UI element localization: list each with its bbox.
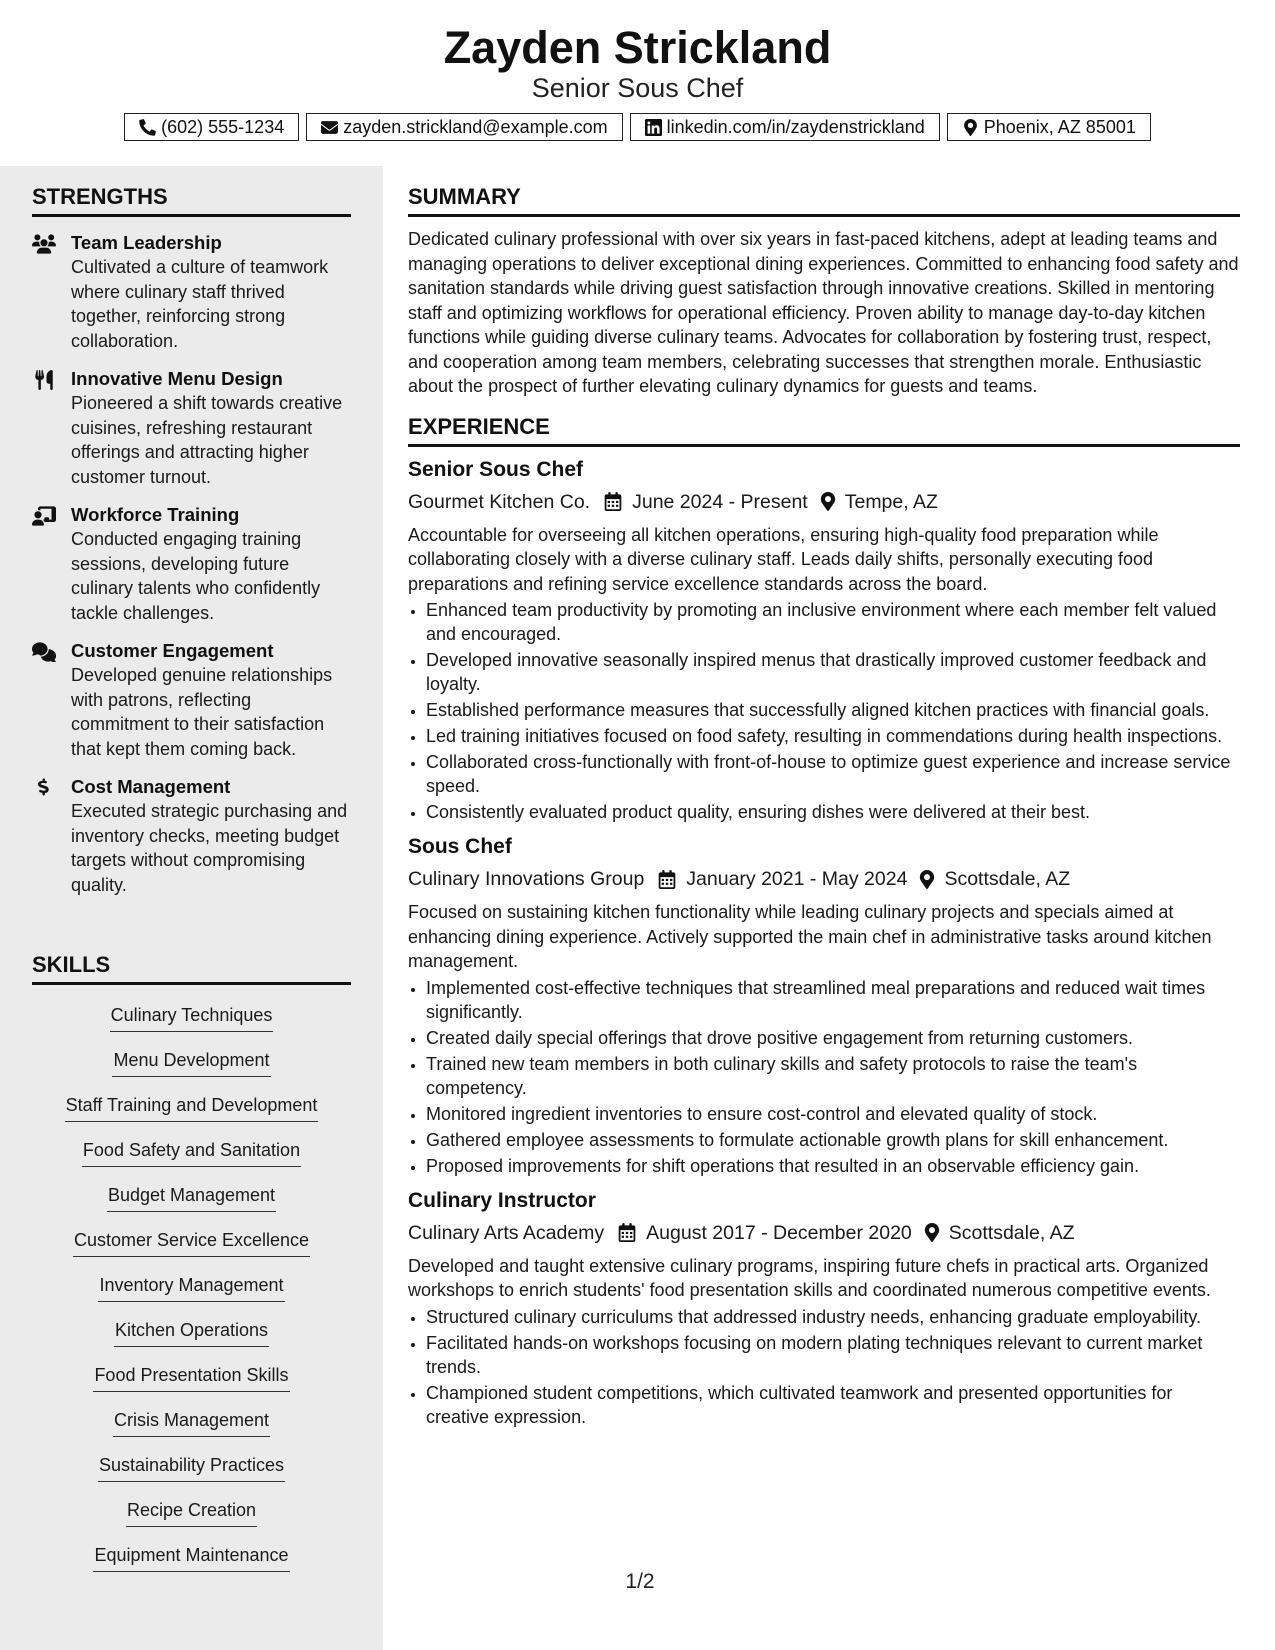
job-bullets — [408, 598, 1240, 824]
skill-item — [0, 1542, 383, 1587]
job-bullet: • Championed student competitions, which cultivated teamwork and presented opportunities for creative expression. — [426, 1381, 1240, 1429]
dollar-icon — [32, 778, 56, 798]
skill-label: Customer Service Excellence — [73, 1227, 310, 1257]
skill-label: Culinary Techniques — [110, 1002, 274, 1032]
strength-description: Pioneered a shift towards creative cuisines, refreshing restaurant offerings and attracting higher customer turnout. — [71, 393, 343, 487]
job-bullet: • Established performance measures that successfully aligned kitchen practices with financial goals. — [426, 698, 1240, 722]
utensils-icon — [32, 370, 56, 390]
contact-linkedin-text: linkedin.com/in/zaydenstrickland — [666, 116, 925, 137]
skill-label: Sustainability Practices — [98, 1452, 285, 1482]
job-bullet: • Facilitated hands-on workshops focusing on modern plating techniques relevant to current market trends. — [426, 1331, 1240, 1379]
job-bullet: • Consistently evaluated product quality, ensuring dishes were delivered at their best. — [426, 800, 1240, 824]
job-dates: August 2017 - December 2020 — [646, 1221, 912, 1244]
calendar-icon — [604, 492, 622, 511]
job-entry — [408, 832, 1240, 1178]
job-dates: June 2024 - Present — [632, 490, 808, 513]
job-bullet: • Collaborated cross-functionally with front-of-house to optimize guest experience and increase service speed. — [426, 750, 1240, 798]
job-bullet: • Implemented cost-effective techniques that streamlined meal preparations and reduced wait times significantly. — [426, 976, 1240, 1024]
job-bullet: • Led training initiatives focused on food safety, resulting in commendations during health inspections. — [426, 724, 1240, 748]
strength-item — [32, 775, 352, 897]
job-company: Culinary Innovations Group — [408, 868, 645, 890]
job-description: Accountable for overseeing all kitchen operations, ensuring high-quality food preparation while collaborating closely with a diverse culinary staff. Leads daily shifts, personally executing food preparations and refining service excellence standards across the board. — [408, 524, 1159, 594]
experience-heading: EXPERIENCE — [408, 414, 1240, 447]
contact-linkedin[interactable] — [630, 113, 940, 141]
strength-description: Executed strategic purchasing and inventory checks, meeting budget targets without compromising quality. — [71, 801, 348, 895]
calendar-icon — [658, 870, 676, 889]
calendar-icon — [618, 1223, 636, 1242]
chalkboard-teacher-icon — [32, 506, 56, 526]
candidate-name: Zayden Strickland — [443, 22, 832, 73]
main-column — [408, 166, 1240, 1431]
job-company: Gourmet Kitchen Co. — [408, 490, 591, 513]
map-pin-icon — [820, 492, 836, 511]
summary-text: Dedicated culinary professional with over six years in fast-paced kitchens, adept at leading teams and managing operations to deliver exceptional dining experiences. Committed to enhancing food safety and sanitation standards while driving guest satisfaction through innovative creations. Skilled in mentoring staff and optimizing workflows for operational efficiency. Proven ability to manage day-to-day kitchen functions while guiding diverse culinary teams. Advocates for collaboration by fostering trust, respect, and cooperation among team members, celebrating successes that strengthen morale. Enthusiastic about the prospect of further elevating culinary dynamics for guests and teams. — [408, 229, 1239, 396]
strength-name: Team Leadership — [71, 232, 222, 253]
skills-list — [0, 1002, 383, 1587]
job-bullets — [408, 1305, 1240, 1429]
skill-label: Recipe Creation — [126, 1497, 257, 1527]
skills-section — [0, 952, 383, 1587]
map-pin-icon — [919, 870, 935, 889]
skill-item — [0, 1092, 383, 1137]
job-description: Developed and taught extensive culinary programs, inspiring future chefs in practical arts. Organized workshops to enrich students' food presentation skills and coordinated numerous competitive events. — [408, 1255, 1211, 1300]
skill-label: Budget Management — [107, 1182, 276, 1212]
skill-label: Kitchen Operations — [114, 1317, 269, 1347]
skill-item — [0, 1452, 383, 1497]
skill-label: Menu Development — [112, 1047, 270, 1077]
job-description: Focused on sustaining kitchen functionality while leading culinary projects and specials aimed at enhancing dining experience. Actively supported the main chef in administrative tasks around kitchen management. — [408, 902, 1212, 971]
linkedin-icon — [645, 119, 662, 136]
job-bullet: • Proposed improvements for shift operations that resulted in an observable efficiency gain. — [426, 1154, 1240, 1178]
strength-name: Workforce Training — [71, 504, 240, 525]
job-dates: January 2021 - May 2024 — [686, 868, 908, 890]
job-bullet: • Gathered employee assessments to formulate actionable growth plans for skill enhancement. — [426, 1128, 1240, 1152]
contact-email[interactable] — [306, 113, 622, 141]
strength-name: Customer Engagement — [71, 640, 274, 661]
job-title: Culinary Instructor — [408, 1188, 596, 1212]
skill-label: Food Safety and Sanitation — [82, 1137, 301, 1167]
contact-email-text: zayden.strickland@example.com — [343, 116, 608, 137]
job-meta — [408, 487, 1240, 517]
job-title: Senior Sous Chef — [408, 457, 584, 481]
strength-item — [32, 231, 352, 353]
job-entry — [408, 455, 1240, 825]
job-bullet: • Developed innovative seasonally inspired menus that drastically improved customer feedback and loyalty. — [426, 648, 1240, 696]
job-meta — [408, 864, 1240, 894]
skill-item — [0, 1227, 383, 1272]
skills-heading: SKILLS — [32, 952, 351, 985]
job-bullets — [408, 976, 1240, 1178]
strength-item — [32, 639, 352, 761]
contact-phone-text: (602) 555-1234 — [161, 116, 285, 137]
skill-item — [0, 1362, 383, 1407]
skill-label: Food Presentation Skills — [93, 1362, 289, 1392]
job-bullet: • Trained new team members in both culinary skills and safety protocols to raise the team's competency. — [426, 1052, 1240, 1100]
job-location: Scottsdale, AZ — [944, 868, 1071, 890]
job-meta — [408, 1218, 1240, 1248]
resume-header — [0, 0, 1275, 166]
skill-item — [0, 1317, 383, 1362]
job-bullet: • Created daily special offerings that drove positive engagement from returning customers. — [426, 1026, 1240, 1050]
skill-item — [0, 1272, 383, 1317]
strengths-heading: STRENGTHS — [32, 184, 351, 217]
strength-name: Cost Management — [71, 776, 231, 797]
users-icon — [32, 234, 56, 254]
envelope-icon — [321, 119, 338, 136]
skill-item — [0, 1047, 383, 1092]
skill-label: Staff Training and Development — [65, 1092, 319, 1122]
candidate-title: Senior Sous Chef — [531, 73, 744, 103]
contact-phone[interactable] — [124, 113, 299, 141]
strength-item — [32, 503, 352, 625]
contact-location[interactable] — [947, 113, 1151, 141]
strength-name: Innovative Menu Design — [71, 368, 283, 389]
phone-icon — [139, 119, 156, 136]
strength-description: Developed genuine relationships with patrons, reflecting commitment to their satisfaction that kept them coming back. — [71, 665, 333, 759]
job-entry — [408, 1186, 1240, 1429]
strengths-section — [0, 184, 383, 897]
skill-label: Crisis Management — [113, 1407, 270, 1437]
skill-item — [0, 1002, 383, 1047]
skill-item — [0, 1497, 383, 1542]
skill-item — [0, 1182, 383, 1227]
contact-location-text: Phoenix, AZ 85001 — [983, 116, 1136, 137]
skill-item — [0, 1407, 383, 1452]
strength-item — [32, 367, 352, 489]
sidebar — [0, 166, 383, 1650]
strength-description: Cultivated a culture of teamwork where culinary staff thrived together, reinforcing strong collaboration. — [71, 257, 329, 351]
experience-section — [408, 414, 1240, 1429]
summary-section — [408, 184, 1240, 399]
job-company: Culinary Arts Academy — [408, 1221, 605, 1244]
strength-description: Conducted engaging training sessions, developing future culinary talents who confidently tackle challenges. — [71, 529, 321, 623]
job-bullet: • Enhanced team productivity by promoting an inclusive environment where each member felt valued and encouraged. — [426, 598, 1240, 646]
skill-label: Equipment Maintenance — [93, 1542, 289, 1572]
job-location: Tempe, AZ — [844, 490, 938, 513]
skill-label: Inventory Management — [98, 1272, 284, 1302]
job-bullet: • Structured culinary curriculums that addressed industry needs, enhancing graduate employability. — [426, 1305, 1240, 1329]
comments-icon — [32, 642, 56, 662]
job-bullet: • Monitored ingredient inventories to ensure cost-control and elevated quality of stock. — [426, 1102, 1240, 1126]
skill-item — [0, 1137, 383, 1182]
summary-heading: SUMMARY — [408, 184, 1240, 217]
contact-bar — [0, 113, 1275, 141]
job-title: Sous Chef — [408, 835, 512, 858]
map-pin-icon — [924, 1223, 940, 1242]
map-pin-icon — [962, 119, 979, 136]
job-location: Scottsdale, AZ — [948, 1221, 1075, 1244]
page-number: 1/2 — [625, 1570, 655, 1593]
